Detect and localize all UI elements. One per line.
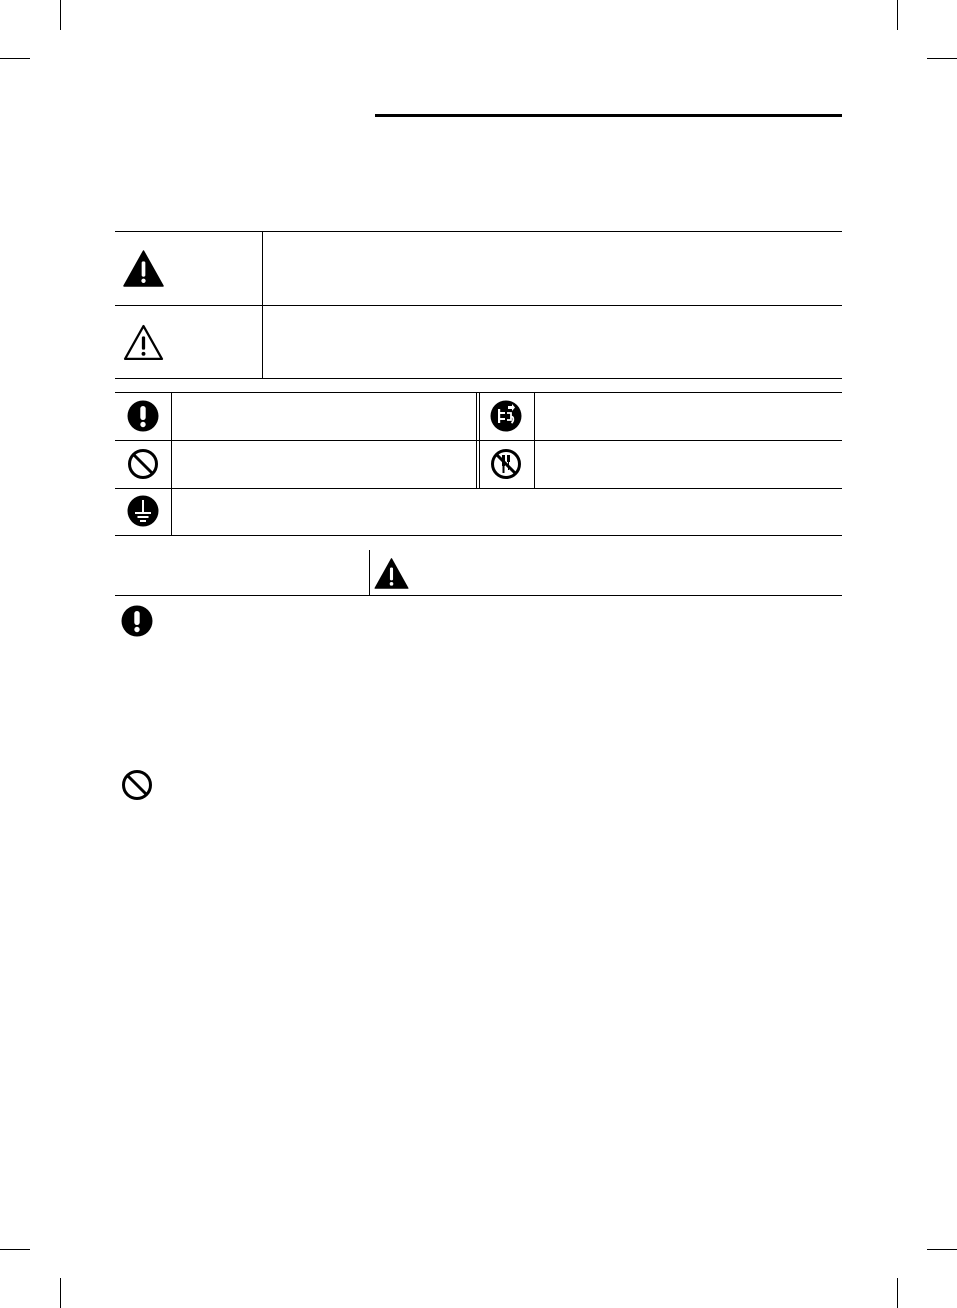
no-disassembly-icon [490, 448, 522, 480]
caution-triangle-outline-icon [123, 324, 164, 361]
prohibition-icon [127, 448, 159, 480]
prohibition-icon [121, 769, 153, 801]
header-rule [375, 114, 842, 117]
exclamation-circle-icon [127, 400, 159, 432]
warning-triangle-filled-icon [374, 558, 409, 589]
exclamation-circle-icon [121, 605, 153, 637]
ground-icon [127, 495, 159, 527]
warning-triangle-filled-icon [123, 250, 164, 287]
unplug-icon [490, 400, 522, 432]
